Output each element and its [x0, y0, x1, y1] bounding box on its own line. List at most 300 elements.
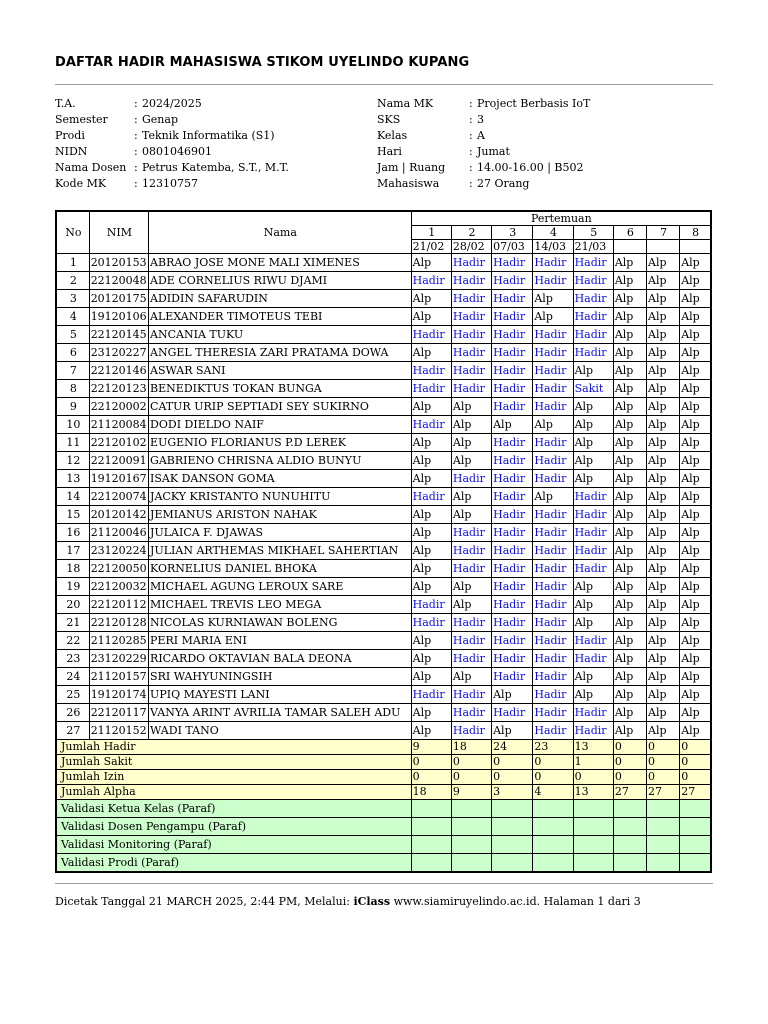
student-no: 18: [56, 560, 89, 578]
attendance-cell: Hadir: [451, 344, 491, 362]
student-name: EUGENIO FLORIANUS P.D LEREK: [149, 434, 412, 452]
attendance-cell: Hadir: [492, 560, 533, 578]
student-nim: 22120032: [89, 578, 148, 596]
attendance-cell: Hadir: [492, 344, 533, 362]
attendance-cell: Alp: [451, 452, 491, 470]
info-row: [377, 176, 590, 192]
summary-value: 27: [647, 785, 680, 800]
info-label: Hari: [377, 145, 402, 158]
student-name: DODI DIELDO NAIF: [149, 416, 412, 434]
summary-value: 23: [533, 740, 573, 755]
student-name: ABRAO JOSE MONE MALI XIMENES: [149, 254, 412, 272]
info-row: [55, 128, 289, 144]
signature-cell: [647, 836, 680, 854]
attendance-cell: Hadir: [573, 488, 613, 506]
attendance-cell: Hadir: [411, 380, 451, 398]
info-value: Jumat: [477, 145, 510, 158]
student-no: 2: [56, 272, 89, 290]
attendance-cell: Hadir: [492, 506, 533, 524]
attendance-cell: Hadir: [492, 470, 533, 488]
attendance-cell: Alp: [647, 614, 680, 632]
student-nim: 23120227: [89, 344, 148, 362]
signature-cell: [492, 836, 533, 854]
footer-brand: iClass: [353, 895, 391, 908]
attendance-cell: Alp: [411, 704, 451, 722]
info-value: 3: [477, 113, 484, 126]
table-row: [56, 560, 711, 578]
header-nim: NIM: [89, 211, 148, 254]
attendance-cell: Alp: [411, 560, 451, 578]
attendance-cell: Hadir: [411, 488, 451, 506]
summary-label: Jumlah Alpha: [56, 785, 411, 800]
table-row: [56, 272, 711, 290]
attendance-cell: Hadir: [573, 272, 613, 290]
info-label: Kelas: [377, 129, 408, 142]
info-label: Nama MK: [377, 97, 434, 110]
student-nim: 19120106: [89, 308, 148, 326]
meeting-number: 2: [451, 226, 491, 240]
attendance-cell: Hadir: [451, 704, 491, 722]
attendance-cell: Alp: [613, 470, 646, 488]
info-colon: :: [134, 161, 138, 174]
student-name: JULIAN ARTHEMAS MIKHAEL SAHERTIAN: [149, 542, 412, 560]
table-row: [56, 362, 711, 380]
info-colon: :: [469, 161, 473, 174]
attendance-cell: Alp: [680, 488, 711, 506]
info-row: [55, 176, 289, 192]
summary-value: 0: [411, 755, 451, 770]
info-colon: :: [134, 129, 138, 142]
info-colon: :: [134, 177, 138, 190]
header-row-1: [56, 211, 711, 226]
attendance-cell: Hadir: [533, 434, 573, 452]
attendance-cell: Sakit: [573, 380, 613, 398]
attendance-cell: Alp: [411, 470, 451, 488]
attendance-cell: Hadir: [451, 650, 491, 668]
attendance-cell: Alp: [680, 704, 711, 722]
summary-value: 24: [492, 740, 533, 755]
info-colon: :: [134, 145, 138, 158]
summary-value: 0: [411, 770, 451, 785]
attendance-cell: Alp: [613, 668, 646, 686]
info-value: Teknik Informatika (S1): [142, 129, 275, 142]
info-colon: :: [469, 177, 473, 190]
header-nama: Nama: [149, 211, 412, 254]
attendance-cell: Hadir: [411, 362, 451, 380]
table-row: [56, 290, 711, 308]
attendance-cell: Alp: [613, 416, 646, 434]
attendance-cell: Hadir: [533, 506, 573, 524]
attendance-cell: Hadir: [573, 650, 613, 668]
meeting-number: 8: [680, 226, 711, 240]
attendance-cell: Alp: [451, 416, 491, 434]
attendance-cell: Alp: [680, 380, 711, 398]
attendance-cell: Hadir: [451, 632, 491, 650]
table-row: [56, 722, 711, 740]
meeting-date: 07/03: [492, 240, 533, 254]
info-colon: :: [469, 113, 473, 126]
summary-value: 0: [492, 755, 533, 770]
attendance-cell: Alp: [613, 686, 646, 704]
attendance-cell: Hadir: [533, 596, 573, 614]
attendance-cell: Hadir: [533, 686, 573, 704]
attendance-cell: Alp: [647, 578, 680, 596]
info-row: [377, 128, 590, 144]
student-no: 27: [56, 722, 89, 740]
student-nim: 22120002: [89, 398, 148, 416]
attendance-cell: Hadir: [451, 524, 491, 542]
student-name: VANYA ARINT AVRILIA TAMAR SALEH ADU: [149, 704, 412, 722]
attendance-cell: Hadir: [411, 614, 451, 632]
attendance-cell: Alp: [680, 632, 711, 650]
info-row: [377, 112, 590, 128]
meeting-number: 4: [533, 226, 573, 240]
student-name: WADI TANO: [149, 722, 412, 740]
attendance-cell: Hadir: [533, 650, 573, 668]
signature-cell: [451, 818, 491, 836]
info-value: 27 Orang: [477, 177, 530, 190]
attendance-cell: Hadir: [533, 398, 573, 416]
info-row: [377, 96, 590, 112]
summary-value: 9: [411, 740, 451, 755]
attendance-cell: Alp: [613, 488, 646, 506]
student-nim: 22120117: [89, 704, 148, 722]
student-name: KORNELIUS DANIEL BHOKA: [149, 560, 412, 578]
table-row: [56, 668, 711, 686]
footer-suffix: www.siamiruyelindo.ac.id. Halaman 1 dari 3: [390, 895, 641, 908]
info-value: 2024/2025: [142, 97, 202, 110]
summary-label: Jumlah Hadir: [56, 740, 411, 755]
attendance-cell: Hadir: [533, 668, 573, 686]
attendance-cell: Alp: [680, 434, 711, 452]
attendance-cell: Alp: [647, 344, 680, 362]
attendance-cell: Hadir: [492, 668, 533, 686]
signature-cell: [613, 836, 646, 854]
student-no: 5: [56, 326, 89, 344]
student-no: 19: [56, 578, 89, 596]
signature-cell: [451, 800, 491, 818]
attendance-cell: Hadir: [492, 398, 533, 416]
attendance-cell: Hadir: [492, 596, 533, 614]
info-value: 14.00-16.00 | B502: [477, 161, 584, 174]
attendance-cell: Alp: [680, 614, 711, 632]
summary-value: 13: [573, 785, 613, 800]
attendance-cell: Hadir: [492, 254, 533, 272]
summary-row: [56, 755, 711, 770]
attendance-cell: Hadir: [492, 704, 533, 722]
info-row: [55, 144, 289, 160]
student-nim: 21120084: [89, 416, 148, 434]
summary-value: 1: [573, 755, 613, 770]
student-name: ALEXANDER TIMOTEUS TEBI: [149, 308, 412, 326]
attendance-cell: Alp: [680, 560, 711, 578]
signature-cell: [573, 854, 613, 873]
header-no: No: [56, 211, 89, 254]
info-row: [55, 96, 289, 112]
attendance-cell: Hadir: [533, 632, 573, 650]
attendance-cell: Alp: [411, 542, 451, 560]
meeting-date: [647, 240, 680, 254]
table-row: [56, 254, 711, 272]
attendance-cell: Hadir: [533, 560, 573, 578]
attendance-cell: Alp: [573, 416, 613, 434]
student-name: JEMIANUS ARISTON NAHAK: [149, 506, 412, 524]
table-row: [56, 380, 711, 398]
attendance-cell: Hadir: [451, 362, 491, 380]
student-nim: 19120174: [89, 686, 148, 704]
page-title: DAFTAR HADIR MAHASISWA STIKOM UYELINDO KUPANG: [55, 55, 470, 70]
attendance-cell: Hadir: [492, 452, 533, 470]
student-name: ADIDIN SAFARUDIN: [149, 290, 412, 308]
attendance-cell: Hadir: [451, 326, 491, 344]
student-nim: 22120050: [89, 560, 148, 578]
attendance-cell: Alp: [451, 596, 491, 614]
attendance-cell: Hadir: [573, 704, 613, 722]
student-nim: 20120153: [89, 254, 148, 272]
student-name: PERI MARIA ENI: [149, 632, 412, 650]
summary-value: 0: [533, 755, 573, 770]
student-no: 15: [56, 506, 89, 524]
info-colon: :: [469, 145, 473, 158]
info-colon: :: [469, 129, 473, 142]
meeting-date: [613, 240, 646, 254]
attendance-cell: Alp: [451, 488, 491, 506]
signature-cell: [492, 854, 533, 873]
summary-value: 18: [451, 740, 491, 755]
table-row: [56, 506, 711, 524]
signature-cell: [680, 800, 711, 818]
attendance-cell: Hadir: [533, 326, 573, 344]
attendance-cell: Alp: [680, 686, 711, 704]
attendance-cell: Alp: [613, 290, 646, 308]
summary-value: 3: [492, 785, 533, 800]
attendance-cell: Hadir: [573, 308, 613, 326]
attendance-cell: Alp: [647, 326, 680, 344]
info-value: 0801046901: [142, 145, 212, 158]
attendance-cell: Hadir: [492, 290, 533, 308]
attendance-cell: Hadir: [451, 722, 491, 740]
signature-cell: [411, 854, 451, 873]
attendance-cell: Alp: [647, 704, 680, 722]
summary-value: 0: [613, 740, 646, 755]
attendance-cell: Hadir: [533, 614, 573, 632]
student-no: 24: [56, 668, 89, 686]
attendance-cell: Alp: [680, 254, 711, 272]
table-row: [56, 398, 711, 416]
attendance-cell: Hadir: [533, 524, 573, 542]
info-value: Genap: [142, 113, 178, 126]
attendance-cell: Alp: [680, 452, 711, 470]
info-label: T.A.: [55, 97, 76, 110]
meeting-date: 14/03: [533, 240, 573, 254]
attendance-cell: Alp: [647, 722, 680, 740]
attendance-cell: Hadir: [492, 578, 533, 596]
attendance-cell: Alp: [647, 506, 680, 524]
student-no: 11: [56, 434, 89, 452]
attendance-cell: Alp: [647, 524, 680, 542]
signature-cell: [573, 818, 613, 836]
summary-value: 0: [680, 770, 711, 785]
attendance-cell: Alp: [680, 344, 711, 362]
attendance-cell: Hadir: [451, 272, 491, 290]
attendance-cell: Alp: [613, 398, 646, 416]
attendance-cell: Hadir: [533, 470, 573, 488]
summary-value: 0: [613, 755, 646, 770]
attendance-cell: Alp: [492, 416, 533, 434]
attendance-cell: Alp: [680, 668, 711, 686]
signature-cell: [451, 836, 491, 854]
attendance-cell: Alp: [680, 326, 711, 344]
attendance-cell: Hadir: [533, 704, 573, 722]
student-name: ASWAR SANI: [149, 362, 412, 380]
attendance-cell: Alp: [613, 722, 646, 740]
student-nim: 22120048: [89, 272, 148, 290]
attendance-cell: Hadir: [411, 686, 451, 704]
info-row: [377, 160, 590, 176]
attendance-cell: Alp: [573, 452, 613, 470]
student-nim: 21120157: [89, 668, 148, 686]
signature-cell: [647, 818, 680, 836]
info-label: Nama Dosen: [55, 161, 127, 174]
attendance-cell: Alp: [613, 650, 646, 668]
student-no: 25: [56, 686, 89, 704]
student-nim: 22120074: [89, 488, 148, 506]
info-row: [55, 160, 289, 176]
attendance-cell: Alp: [647, 290, 680, 308]
attendance-cell: Alp: [647, 650, 680, 668]
attendance-cell: Alp: [680, 650, 711, 668]
attendance-cell: Alp: [680, 308, 711, 326]
attendance-cell: Hadir: [492, 650, 533, 668]
signature-cell: [680, 854, 711, 873]
info-row: [55, 112, 289, 128]
student-nim: 22120112: [89, 596, 148, 614]
student-name: BENEDIKTUS TOKAN BUNGA: [149, 380, 412, 398]
attendance-cell: Alp: [680, 362, 711, 380]
student-name: ISAK DANSON GOMA: [149, 470, 412, 488]
attendance-cell: Alp: [647, 380, 680, 398]
attendance-cell: Hadir: [492, 362, 533, 380]
student-no: 21: [56, 614, 89, 632]
attendance-cell: Alp: [647, 632, 680, 650]
attendance-cell: Alp: [573, 434, 613, 452]
table-row: [56, 596, 711, 614]
attendance-cell: Hadir: [533, 452, 573, 470]
attendance-cell: Hadir: [573, 722, 613, 740]
attendance-cell: Alp: [451, 434, 491, 452]
attendance-cell: Alp: [680, 542, 711, 560]
attendance-cell: Alp: [411, 434, 451, 452]
signature-cell: [451, 854, 491, 873]
attendance-cell: Alp: [613, 452, 646, 470]
attendance-cell: Alp: [647, 308, 680, 326]
attendance-cell: Alp: [411, 254, 451, 272]
attendance-cell: Hadir: [533, 380, 573, 398]
student-no: 9: [56, 398, 89, 416]
validation-row: [56, 836, 711, 854]
attendance-cell: Alp: [533, 308, 573, 326]
table-row: [56, 488, 711, 506]
table-row: [56, 578, 711, 596]
student-name: SRI WAHYUNINGSIH: [149, 668, 412, 686]
attendance-cell: Alp: [411, 506, 451, 524]
attendance-cell: Alp: [647, 668, 680, 686]
summary-row: [56, 785, 711, 800]
info-label: Kode MK: [55, 177, 107, 190]
summary-value: 4: [533, 785, 573, 800]
attendance-cell: Hadir: [492, 542, 533, 560]
table-row: [56, 416, 711, 434]
attendance-cell: Hadir: [451, 290, 491, 308]
meeting-date: 21/02: [411, 240, 451, 254]
student-name: ANCANIA TUKU: [149, 326, 412, 344]
attendance-cell: Hadir: [492, 326, 533, 344]
summary-value: 0: [533, 770, 573, 785]
attendance-cell: Alp: [613, 704, 646, 722]
attendance-cell: Hadir: [573, 344, 613, 362]
attendance-cell: Alp: [573, 398, 613, 416]
attendance-cell: Alp: [613, 344, 646, 362]
signature-cell: [573, 836, 613, 854]
attendance-cell: Alp: [533, 488, 573, 506]
validation-row: [56, 818, 711, 836]
attendance-cell: Alp: [680, 506, 711, 524]
attendance-cell: Alp: [613, 506, 646, 524]
attendance-cell: Alp: [647, 470, 680, 488]
info-colon: :: [134, 97, 138, 110]
attendance-cell: Hadir: [492, 380, 533, 398]
signature-cell: [613, 854, 646, 873]
signature-cell: [680, 836, 711, 854]
attendance-cell: Alp: [613, 560, 646, 578]
print-footer: [55, 895, 641, 908]
attendance-cell: Alp: [680, 290, 711, 308]
summary-value: 0: [573, 770, 613, 785]
validation-row: [56, 854, 711, 873]
signature-cell: [492, 800, 533, 818]
student-no: 23: [56, 650, 89, 668]
student-no: 16: [56, 524, 89, 542]
student-nim: 21120285: [89, 632, 148, 650]
attendance-cell: Alp: [680, 578, 711, 596]
attendance-cell: Hadir: [411, 416, 451, 434]
attendance-cell: Hadir: [411, 596, 451, 614]
summary-value: 0: [647, 755, 680, 770]
attendance-cell: Hadir: [411, 272, 451, 290]
student-no: 10: [56, 416, 89, 434]
table-row: [56, 434, 711, 452]
attendance-cell: Hadir: [411, 326, 451, 344]
student-no: 12: [56, 452, 89, 470]
meeting-date: 28/02: [451, 240, 491, 254]
attendance-cell: Alp: [647, 452, 680, 470]
info-label: Mahasiswa: [377, 177, 440, 190]
attendance-cell: Alp: [647, 434, 680, 452]
meeting-date: [680, 240, 711, 254]
info-colon: :: [134, 113, 138, 126]
student-nim: 21120046: [89, 524, 148, 542]
info-colon: :: [469, 97, 473, 110]
attendance-cell: Hadir: [492, 614, 533, 632]
student-nim: 22120145: [89, 326, 148, 344]
student-nim: 20120175: [89, 290, 148, 308]
attendance-cell: Alp: [411, 578, 451, 596]
attendance-cell: Alp: [411, 668, 451, 686]
attendance-cell: Alp: [647, 362, 680, 380]
validation-label: Validasi Prodi (Paraf): [56, 854, 411, 873]
validation-label: Validasi Dosen Pengampu (Paraf): [56, 818, 411, 836]
meeting-number: 7: [647, 226, 680, 240]
